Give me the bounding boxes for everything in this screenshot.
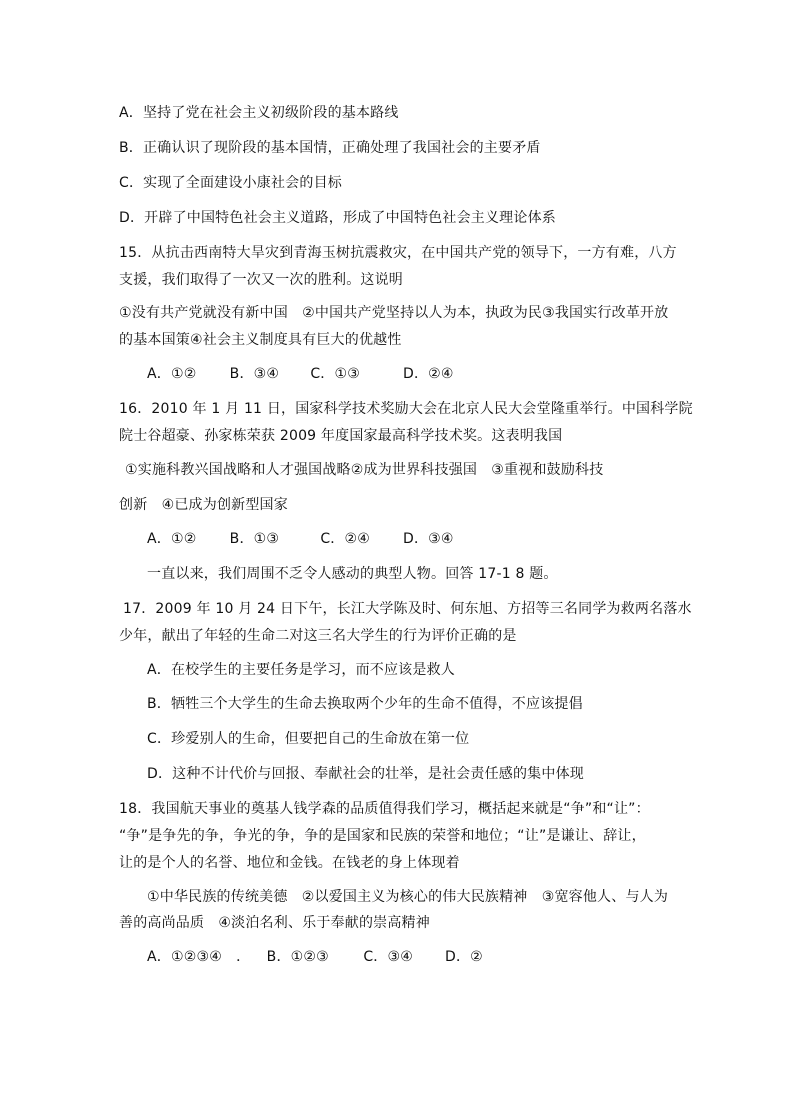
q17-option-a: A．在校学生的主要任务是学习，而不应该是救人 [147, 662, 455, 678]
q14-option-a: A．坚持了党在社会主义初级阶段的基本路线 [119, 105, 399, 121]
q15-option-b: B．③④ [229, 366, 280, 382]
q16-items-line1: ①实施科教兴国战略和人才强国战略②成为世界科技强国 ③重视和鼓励科技 [125, 462, 604, 478]
q15-option-a: A．①② [147, 366, 197, 382]
q18-items-line2: 善的高尚品质 ④淡泊名利、乐于奉献的崇高精神 [119, 915, 430, 931]
q15-stem-line1: 15．从抗击西南特大旱灾到青海玉树抗震救灾，在中国共产党的领导下，一方有难，八方 [119, 245, 677, 261]
q15-option-c: C．①③ [310, 366, 360, 382]
q15-items-line1: ①没有共产党就没有新中国 ②中国共产党坚持以人为本，执政为民③我国实行改革开放 [119, 305, 669, 321]
q18-option-a: A．①②③④ ． [147, 949, 251, 965]
q18-stem-line2: “争”是争先的争，争光的争，争的是国家和民族的荣誉和地位；“让”是谦让、辞让， [119, 828, 646, 844]
q17-option-d: D．这种不计代价与回报、奉献社会的壮举，是社会责任感的集中体现 [147, 766, 584, 782]
q16-option-d: D．③④ [402, 531, 454, 547]
q18-option-c: C．③④ [363, 949, 413, 965]
q17-option-b: B．牺牲三个大学生的生命去换取两个少年的生命不值得，不应该提倡 [147, 696, 583, 712]
q18-option-b: B．①②③ [266, 949, 329, 965]
q16-items-line2: 创新 ④已成为创新型国家 [119, 497, 288, 513]
q18-stem-line3: 让的是个人的名誉、地位和金钱。在钱老的身上体现着 [119, 855, 460, 871]
q15-option-d: D．②④ [402, 366, 454, 382]
q15-items-line2: 的基本国策④社会主义制度具有巨大的优越性 [119, 332, 402, 348]
intro-17-18: 一直以来，我们周围不乏令人感动的典型人物。回答 17-1 8 题。 [147, 566, 558, 582]
q16-option-c: C．②④ [320, 531, 370, 547]
q18-option-d: D．② [444, 949, 483, 965]
q18-stem-line1: 18．我国航天事业的奠基人钱学森的品质值得我们学习，概括起来就是“争”和“让”： [119, 801, 650, 817]
q15-options [147, 365, 454, 383]
q14-option-c: C．实现了全面建设小康社会的目标 [119, 175, 342, 191]
q17-stem-line1: 17．2009 年 10 月 24 日下午，长江大学陈及时、何东旭、方招等三名同学为救两名落水 [123, 601, 692, 617]
q18-items-line1: ①中华民族的传统美德 ②以爱国主义为核心的伟大民族精神 ③宽容他人、与人为 [147, 889, 669, 905]
q14-option-d: D．开辟了中国特色社会主义道路，形成了中国特色社会主义理论体系 [119, 210, 556, 226]
q16-stem-line2: 院士谷超豪、孙家栋荣获 2009 年度国家最高科学技术奖。这表明我国 [119, 428, 563, 444]
q18-options [147, 948, 483, 966]
q16-options [147, 530, 454, 548]
q16-stem-line1: 16．2010 年 1 月 11 日，国家科学技术奖励大会在北京人民大会堂隆重举行。中国科学院 [119, 401, 693, 417]
q16-option-b: B．①③ [229, 531, 280, 547]
q15-stem-line2: 支援，我们取得了一次又一次的胜利。这说明 [119, 272, 403, 288]
q16-option-a: A．①② [147, 531, 197, 547]
q17-stem-line2: 少年，献出了年轻的生命二对这三名大学生的行为评价正确的是 [119, 628, 517, 644]
q14-option-b: B．正确认识了现阶段的基本国情，正确处理了我国社会的主要矛盾 [119, 140, 541, 156]
q17-option-c: C．珍爱别人的生命，但要把自己的生命放在第一位 [147, 731, 470, 747]
